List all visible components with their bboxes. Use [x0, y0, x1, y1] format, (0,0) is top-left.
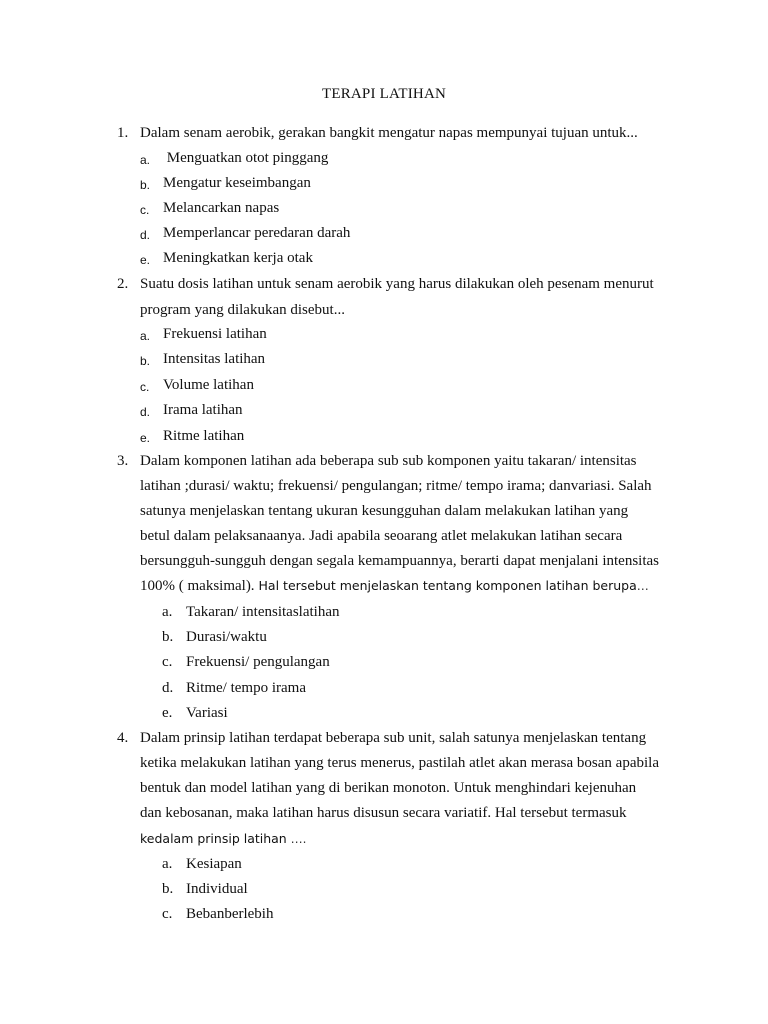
question-number: 1. [117, 125, 129, 141]
page-title: TERAPI LATIHAN [321, 86, 447, 102]
option-letter: d. [140, 405, 151, 419]
option-text: Takaran/ intensitaslatihan [186, 604, 340, 620]
option-text: Meningkatkan kerja otak [163, 250, 313, 266]
option-text: Volume latihan [163, 377, 254, 393]
option-text: Ritme/ tempo irama [186, 680, 306, 696]
option-letter: c. [140, 203, 150, 217]
option-text: Irama latihan [163, 402, 243, 418]
option-letter: b. [140, 354, 151, 368]
question-number: 3. [117, 453, 129, 469]
option-letter: b. [162, 629, 174, 645]
option-text: Individual [186, 881, 248, 897]
option-letter: a. [162, 856, 173, 872]
ellipsis: …. [286, 832, 307, 846]
question-text-line [140, 578, 649, 595]
option-letter: c. [140, 380, 150, 394]
option-text: Melancarkan napas [163, 200, 280, 216]
option-letter: d. [162, 680, 174, 696]
question-text-line: latihan ;durasi/ waktu; frekuensi/ pengulangan; ritme/ tempo irama; danvariasi. Salah [140, 478, 652, 494]
option-text: Bebanberlebih [186, 906, 274, 922]
question-text-line: betul dalam pelaksanaanya. Jadi apabila seoarang atlet melakukan latihan secara [140, 528, 623, 544]
option-text: Kesiapan [186, 856, 242, 872]
question-text-sans: kedalam prinsip latihan [140, 831, 287, 846]
option-text: Durasi/waktu [186, 629, 267, 645]
option-text: Menguatkan otot pinggang [163, 150, 329, 166]
option-text: Variasi [186, 705, 228, 721]
option-letter: c. [162, 654, 173, 670]
question-text-line [140, 831, 306, 848]
option-letter: d. [140, 228, 151, 242]
option-text: Ritme latihan [163, 428, 245, 444]
question-text-sans: Hal tersebut menjelaskan tentang komponen latihan berupa [254, 578, 637, 593]
option-text: Memperlancar peredaran darah [163, 225, 351, 241]
option-letter: b. [162, 881, 174, 897]
question-text-line: ketika melakukan latihan yang terus menerus, pastilah atlet akan merasa bosan apabila [140, 755, 659, 771]
option-letter: e. [162, 705, 173, 721]
question-text-line: Suatu dosis latihan untuk senam aerobik yang harus dilakukan oleh pesenam menurut [140, 276, 654, 292]
option-letter: e. [140, 253, 151, 267]
option-text: Mengatur keseimbangan [163, 175, 311, 191]
question-text-line: dan kebosanan, maka latihan harus disusun secara variatif. Hal tersebut termasuk [140, 805, 627, 821]
question-text-line: program yang dilakukan disebut... [140, 302, 345, 318]
option-letter: a. [140, 329, 151, 343]
option-text: Frekuensi/ pengulangan [186, 654, 330, 670]
question-text-line: Dalam prinsip latihan terdapat beberapa sub unit, salah satunya menjelaskan tentang [140, 730, 647, 746]
question-text-line: satunya menjelaskan tentang ukuran kesungguhan dalam melakukan latihan yang [140, 503, 629, 519]
option-letter: c. [162, 906, 173, 922]
option-letter: a. [140, 153, 151, 167]
question-text-serif: 100% ( maksimal). [140, 578, 255, 594]
option-letter: e. [140, 431, 151, 445]
option-text: Frekuensi latihan [163, 326, 267, 342]
question-text-line: Dalam komponen latihan ada beberapa sub sub komponen yaitu takaran/ intensitas [140, 453, 637, 469]
option-letter: b. [140, 178, 151, 192]
question-number: 2. [117, 276, 129, 292]
question-text-line: bentuk dan model latihan yang di berikan monoton. Untuk menghindari kejenuhan [140, 780, 637, 796]
question-text-line: bersungguh-sungguh dengan segala kemampuannya, berarti dapat menjalani intensitas [140, 553, 660, 569]
question-text-line: Dalam senam aerobik, gerakan bangkit mengatur napas mempunyai tujuan untuk... [140, 125, 638, 141]
question-number: 4. [117, 730, 129, 746]
ellipsis: … [636, 579, 649, 593]
option-text: Intensitas latihan [163, 351, 266, 367]
option-letter: a. [162, 604, 173, 620]
